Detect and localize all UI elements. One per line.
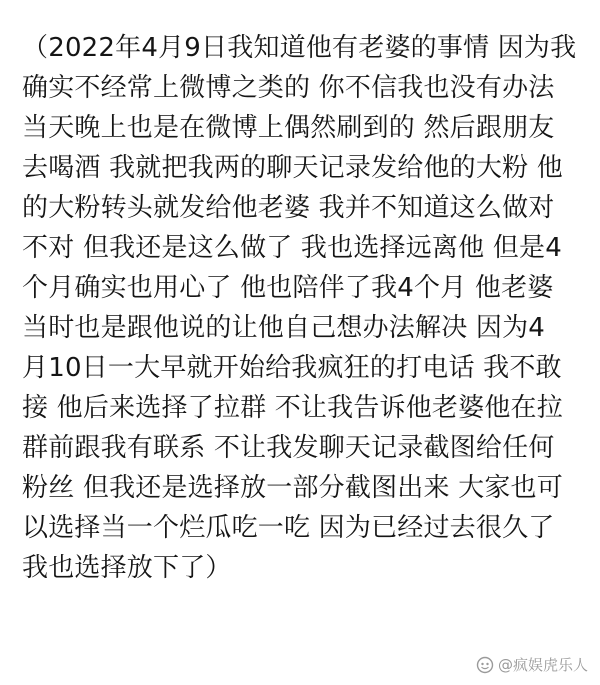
watermark-logo-icon xyxy=(476,656,494,674)
text-line: （2022年4月9日我知道他有老婆的事情 因为我 xyxy=(22,33,577,63)
text-line: 群前跟我有联系 不让我发聊天记录截图给任何 xyxy=(22,433,555,463)
text-line: 的大粉转头就发给他老婆 我并不知道这么做对 xyxy=(22,193,555,223)
watermark xyxy=(476,654,588,675)
text-line: 个月确实也用心了 他也陪伴了我4个月 他老婆 xyxy=(22,273,554,303)
watermark-text: @疯娱虎乐人 xyxy=(497,656,588,674)
text-line: 去喝酒 我就把我两的聊天记录发给他的大粉 他 xyxy=(22,153,563,183)
text-line: 粉丝 但我还是选择放一部分截图出来 大家也可 xyxy=(22,473,563,503)
text-line: 我也选择放下了） xyxy=(22,553,232,583)
text-line: 以选择当一个烂瓜吃一吃 因为已经过去很久了 xyxy=(22,513,555,543)
text-line: 月10日一大早就开始给我疯狂的打电话 我不敢 xyxy=(22,353,562,383)
text-line: 不对 但我还是这么做了 我也选择远离他 但是4 xyxy=(22,233,562,263)
text-line: 确实不经常上微博之类的 你不信我也没有办法 xyxy=(22,73,555,103)
text-line: 当时也是跟他说的让他自己想办法解决 因为4 xyxy=(22,313,546,343)
text-line: 接 他后来选择了拉群 不让我告诉他老婆他在拉 xyxy=(22,393,563,423)
document-text xyxy=(22,28,592,588)
text-line: 当天晚上也是在微博上偶然刷到的 然后跟朋友 xyxy=(22,113,555,143)
